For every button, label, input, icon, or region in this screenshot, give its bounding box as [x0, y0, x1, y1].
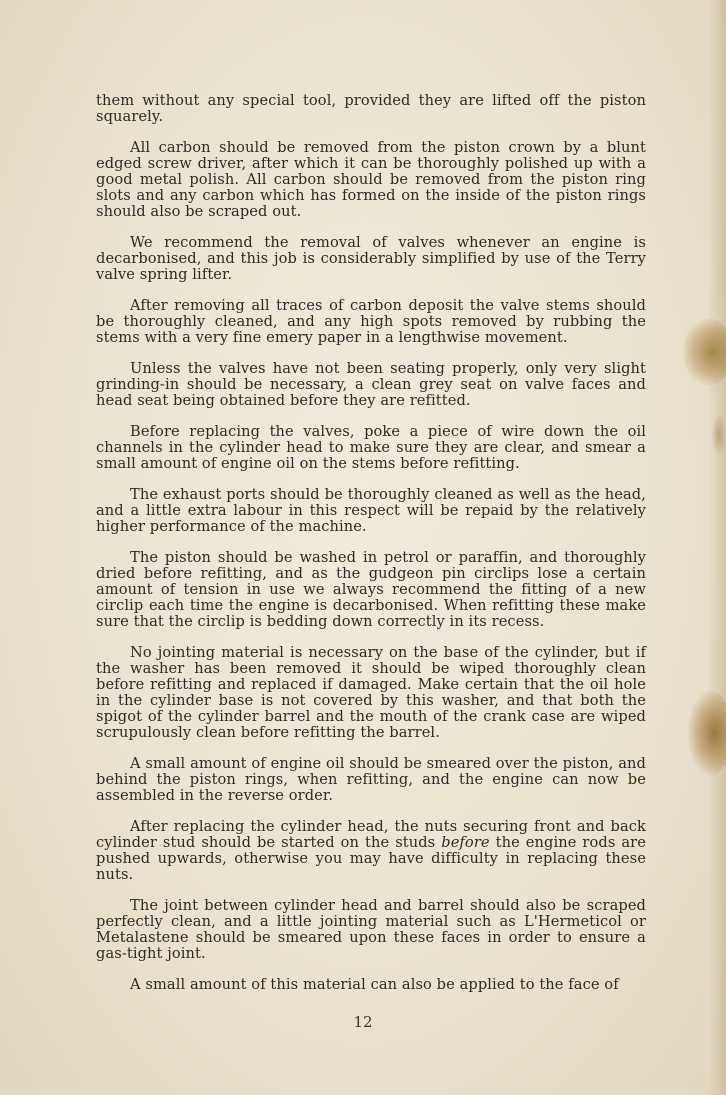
emphasis-text: before: [441, 834, 490, 851]
stain-mark-lower: [688, 690, 726, 776]
paragraph-jointing-base: No jointing material is necessary on the base of the cylinder, but if the washer has been removed it should be wiped thoroughly clean before refitting and replaced if damaged. Make certain that the oil hole in the cylinder base is not covered by this washer, and that both the spigot of the cylinder barrel and the mouth of the crank case are wiped scrupulously clean before refitting the barrel.: [96, 644, 646, 741]
paragraph-carbon-removal: All carbon should be removed from the piston crown by a blunt edged screw driver, after which it can be thoroughly polished up with a good metal polish. All carbon should be removed from the piston ring slots and any carbon which has formed on the inside of the piston rings should also be scraped out.: [96, 139, 646, 220]
stain-mark-upper: [683, 318, 726, 386]
paragraph-exhaust-ports: The exhaust ports should be thoroughly cleaned as well as the head, and a little extra labour in this respect will be repaid by the relatively higher performance of the machine.: [96, 486, 646, 535]
text-run: After replacing the cylinder head, the nuts securing front and back cylinder stud should be started on the studs: [96, 818, 646, 851]
stain-mark-small: [712, 415, 726, 455]
body-text: [96, 93, 646, 1008]
paragraph-grinding-in: Unless the valves have not been seating properly, only very slight grinding-in should be necessary, a clean grey seat on valve faces and head seat being obtained before they are refitted.: [96, 360, 646, 409]
paragraph-cylinder-head: [96, 819, 646, 883]
paragraph-valve-stems: After removing all traces of carbon deposit the valve stems should be thoroughly cleaned, and any high spots removed by rubbing the stems with a very fine emery paper in a lengthwise movement.: [96, 297, 646, 346]
paragraph-material-face: A small amount of this material can also be applied to the face of: [130, 976, 619, 993]
paragraph-valve-removal: We recommend the removal of valves whenever an engine is decarbonised, and this job is considerably simplified by use of the Terry valve spring lifter.: [96, 234, 646, 283]
paragraph-continued: them without any special tool, provided they are lifted off the piston squarely.: [96, 92, 646, 125]
paragraph-piston-washing: The piston should be washed in petrol or paraffin, and thoroughly dried before refitting, and as the gudgeon pin circlips lose a certain amount of tension in use we always recommend the fitting of a new circlip each time the engine is decarbonised. When refitting these make sure that the circlip is bedding down correctly in its recess.: [96, 549, 646, 630]
paragraph-oil-channels: Before replacing the valves, poke a piece of wire down the oil channels in the cylinder head to make sure they are clear, and smear a small amount of engine oil on the stems before refitting.: [96, 423, 646, 472]
paper-edge-shading: [708, 0, 726, 1095]
paragraph-head-joint: The joint between cylinder head and barrel should also be scraped perfectly clean, and a little jointing material such as L'Hermeticol or Metalastene should be smeared upon these faces in order to ensure a gas-tight joint.: [96, 897, 646, 962]
text-run: the engine rods are pushed upwards, otherwise you may have difficulty in replacing these nuts.: [96, 834, 646, 883]
paragraph-engine-oil: A small amount of engine oil should be smeared over the piston, and behind the piston rings, when refitting, and the engine can now be assembled in the reverse order.: [96, 755, 646, 804]
page-number: 12: [353, 1013, 373, 1031]
